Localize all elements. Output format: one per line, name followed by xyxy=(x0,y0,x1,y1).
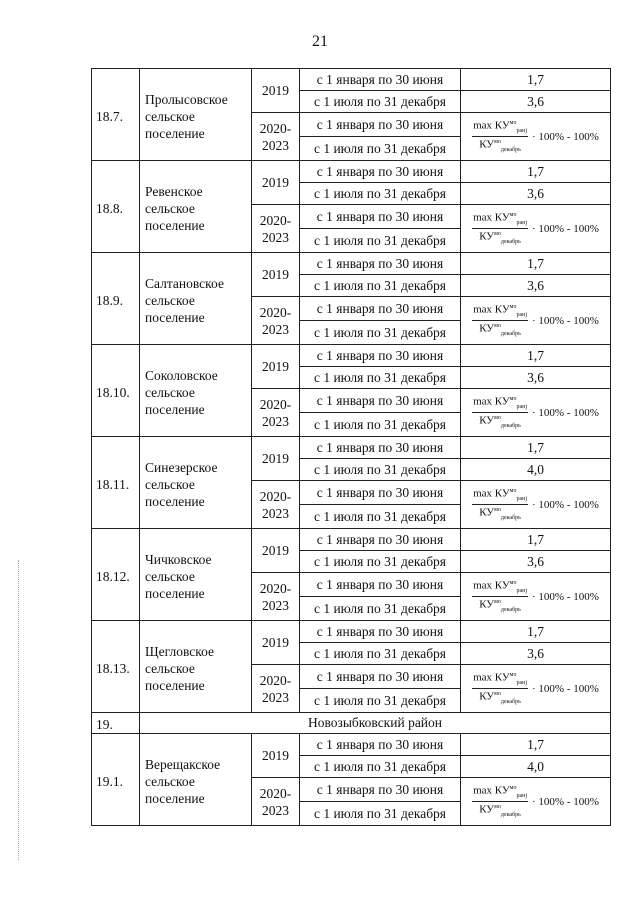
formula-cell xyxy=(461,573,611,621)
value-first-half: 1,7 xyxy=(461,345,611,367)
period-first-half: с 1 января по 30 июня xyxy=(300,573,461,597)
binding-dots xyxy=(18,560,21,860)
value-second-half: 3,6 xyxy=(461,275,611,297)
formula-cell xyxy=(461,205,611,253)
settlement-name: Пролысовское сельское поселение xyxy=(140,69,252,161)
period-first-half: с 1 января по 30 июня xyxy=(300,113,461,137)
period-first-half: с 1 января по 30 июня xyxy=(300,778,461,802)
formula-cell xyxy=(461,113,611,161)
year-range: 2020- 2023 xyxy=(252,297,300,345)
settlement-name: Чичковское сельское поселение xyxy=(140,529,252,621)
year-2019: 2019 xyxy=(252,69,300,113)
year-range: 2020- 2023 xyxy=(252,573,300,621)
year-2019: 2019 xyxy=(252,437,300,481)
row-number: 18.9. xyxy=(92,253,140,345)
table-row xyxy=(92,437,611,459)
year-range: 2020- 2023 xyxy=(252,113,300,161)
tariff-table xyxy=(91,68,611,826)
period-first-half: с 1 января по 30 июня xyxy=(300,345,461,367)
row-number: 18.8. xyxy=(92,161,140,253)
period-first-half: с 1 января по 30 июня xyxy=(300,734,461,756)
formula: $\frac{\max КУ^{мо}_{ранj}}{КУ^{мо}_{декабрь}}$ · 100% - 100% xyxy=(473,395,599,429)
page-number: 21 xyxy=(312,33,328,50)
table-row xyxy=(92,253,611,275)
settlement-name: Ревенское сельское поселение xyxy=(140,161,252,253)
period-second-half: с 1 июля по 31 декабря xyxy=(300,321,461,345)
value-second-half: 3,6 xyxy=(461,91,611,113)
value-second-half: 3,6 xyxy=(461,551,611,573)
settlement-name: Соколовское сельское поселение xyxy=(140,345,252,437)
row-number: 18.7. xyxy=(92,69,140,161)
row-number: 18.12. xyxy=(92,529,140,621)
district-name: Новозыбковский район xyxy=(140,713,611,734)
period-first-half: с 1 января по 30 июня xyxy=(300,205,461,229)
year-2019: 2019 xyxy=(252,161,300,205)
period-second-half: с 1 июля по 31 декабря xyxy=(300,597,461,621)
period-second-half: с 1 июля по 31 декабря xyxy=(300,551,461,573)
formula-cell xyxy=(461,389,611,437)
table-row xyxy=(92,529,611,551)
value-second-half: 3,6 xyxy=(461,183,611,205)
district-number: 19. xyxy=(92,713,140,734)
value-first-half: 1,7 xyxy=(461,529,611,551)
period-second-half: с 1 июля по 31 декабря xyxy=(300,183,461,205)
value-first-half: 1,7 xyxy=(461,734,611,756)
period-first-half: с 1 января по 30 июня xyxy=(300,161,461,183)
formula: $\frac{\max КУ^{мо}_{ранj}}{КУ^{мо}_{декабрь}}$ · 100% - 100% xyxy=(473,119,599,153)
row-number: 18.11. xyxy=(92,437,140,529)
period-second-half: с 1 июля по 31 декабря xyxy=(300,137,461,161)
formula: $\frac{\max КУ^{мо}_{ранj}}{КУ^{мо}_{декабрь}}$ · 100% - 100% xyxy=(473,487,599,521)
period-second-half: с 1 июля по 31 декабря xyxy=(300,505,461,529)
year-2019: 2019 xyxy=(252,529,300,573)
period-second-half: с 1 июля по 31 декабря xyxy=(300,459,461,481)
value-second-half: 3,6 xyxy=(461,643,611,665)
settlement-name: Щегловское сельское поселение xyxy=(140,621,252,713)
formula: $\frac{\max КУ^{мо}_{ранj}}{КУ^{мо}_{декабрь}}$ · 100% - 100% xyxy=(473,303,599,337)
period-second-half: с 1 июля по 31 декабря xyxy=(300,689,461,713)
period-second-half: с 1 июля по 31 декабря xyxy=(300,275,461,297)
period-first-half: с 1 января по 30 июня xyxy=(300,437,461,459)
formula: $\frac{\max КУ^{мо}_{ранj}}{КУ^{мо}_{декабрь}}$ · 100% - 100% xyxy=(473,671,599,705)
year-2019: 2019 xyxy=(252,253,300,297)
table-row xyxy=(92,161,611,183)
district-row xyxy=(92,713,611,734)
year-2019: 2019 xyxy=(252,621,300,665)
year-range: 2020- 2023 xyxy=(252,778,300,826)
period-first-half: с 1 января по 30 июня xyxy=(300,529,461,551)
period-second-half: с 1 июля по 31 декабря xyxy=(300,367,461,389)
table-row xyxy=(92,621,611,643)
period-first-half: с 1 января по 30 июня xyxy=(300,621,461,643)
period-first-half: с 1 января по 30 июня xyxy=(300,69,461,91)
period-second-half: с 1 июля по 31 декабря xyxy=(300,802,461,826)
formula-cell xyxy=(461,778,611,826)
settlement-name: Синезерское сельское поселение xyxy=(140,437,252,529)
year-2019: 2019 xyxy=(252,734,300,778)
period-first-half: с 1 января по 30 июня xyxy=(300,253,461,275)
value-second-half: 3,6 xyxy=(461,367,611,389)
formula: $\frac{\max КУ^{мо}_{ранj}}{КУ^{мо}_{декабрь}}$ · 100% - 100% xyxy=(473,784,599,818)
year-range: 2020- 2023 xyxy=(252,205,300,253)
period-second-half: с 1 июля по 31 декабря xyxy=(300,229,461,253)
period-first-half: с 1 января по 30 июня xyxy=(300,389,461,413)
period-second-half: с 1 июля по 31 декабря xyxy=(300,643,461,665)
value-first-half: 1,7 xyxy=(461,621,611,643)
table-row xyxy=(92,69,611,91)
value-first-half: 1,7 xyxy=(461,161,611,183)
table-row xyxy=(92,345,611,367)
row-number: 18.13. xyxy=(92,621,140,713)
period-first-half: с 1 января по 30 июня xyxy=(300,665,461,689)
period-second-half: с 1 июля по 31 декабря xyxy=(300,413,461,437)
formula: $\frac{\max КУ^{мо}_{ранj}}{КУ^{мо}_{декабрь}}$ · 100% - 100% xyxy=(473,579,599,613)
row-number: 19.1. xyxy=(92,734,140,826)
settlement-name: Верещакское сельское поселение xyxy=(140,734,252,826)
table-row xyxy=(92,734,611,756)
year-range: 2020- 2023 xyxy=(252,665,300,713)
year-range: 2020- 2023 xyxy=(252,481,300,529)
value-first-half: 1,7 xyxy=(461,437,611,459)
settlement-name: Салтановское сельское поселение xyxy=(140,253,252,345)
period-second-half: с 1 июля по 31 декабря xyxy=(300,756,461,778)
formula: $\frac{\max КУ^{мо}_{ранj}}{КУ^{мо}_{декабрь}}$ · 100% - 100% xyxy=(473,211,599,245)
period-second-half: с 1 июля по 31 декабря xyxy=(300,91,461,113)
value-second-half: 4,0 xyxy=(461,459,611,481)
period-first-half: с 1 января по 30 июня xyxy=(300,297,461,321)
value-first-half: 1,7 xyxy=(461,69,611,91)
value-second-half: 4,0 xyxy=(461,756,611,778)
year-range: 2020- 2023 xyxy=(252,389,300,437)
formula-cell xyxy=(461,665,611,713)
value-first-half: 1,7 xyxy=(461,253,611,275)
period-first-half: с 1 января по 30 июня xyxy=(300,481,461,505)
formula-cell xyxy=(461,481,611,529)
row-number: 18.10. xyxy=(92,345,140,437)
year-2019: 2019 xyxy=(252,345,300,389)
formula-cell xyxy=(461,297,611,345)
